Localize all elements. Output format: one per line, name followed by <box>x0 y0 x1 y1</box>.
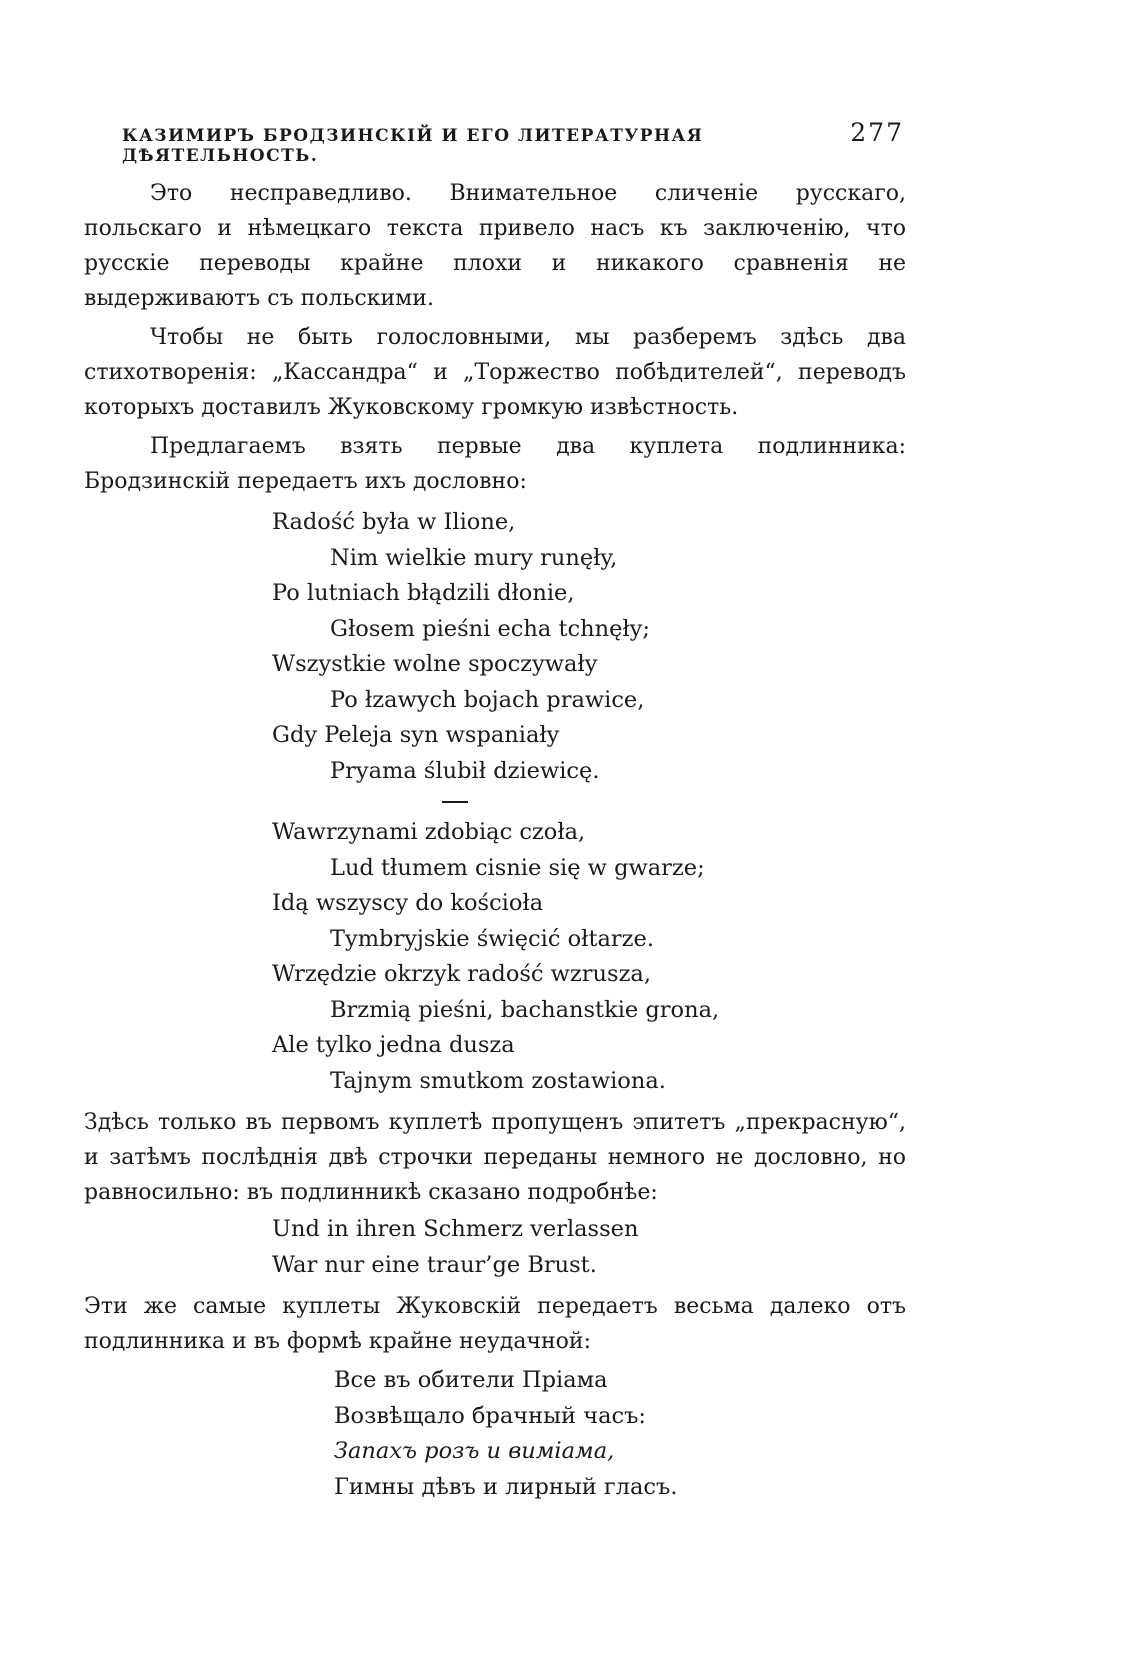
polish-verse-stanza-1 <box>272 505 906 789</box>
paragraph-poems: Чтобы не быть голословными, мы разберемъ здѣсь два стихотворенія: „Кассандра“ и „Торжество побѣдителей“, переводъ которыхъ доставилъ Жуковскому громкую извѣстность. <box>84 325 906 420</box>
paragraph-zhukovsky: Эти же самые куплеты Жуковскій передаетъ весьма далеко отъ подлинника и въ формѣ крайне неудачной: <box>84 1294 906 1354</box>
verse-line: Po łzawych bojach prawice, <box>330 686 645 713</box>
paragraph-injustice: Это несправедливо. Внимательное сличеніе русскаго, польскаго и нѣмецкаго текста привело насъ къ заключенію, что русскіе переводы крайне плохи и никакого сравненія не выдерживаютъ съ польскими. <box>84 181 906 311</box>
verse-line: Lud tłumem cisnie się w gwarze; <box>330 854 705 881</box>
verse-line: Возвѣщало брачный часъ: <box>334 1402 646 1429</box>
verse-line: Gdy Peleja syn wspaniały <box>272 722 560 748</box>
verse-line: Tymbryjskie święcić ołtarze. <box>330 925 654 952</box>
verse-line: Гимны дѣвъ и лирный гласъ. <box>334 1473 678 1500</box>
verse-line: Nim wielkie mury runęły, <box>330 544 618 571</box>
paragraph-epithet: Здѣсь только въ первомъ куплетѣ пропущенъ эпитетъ „прекрасную“, и затѣмъ послѣднія двѣ строчки переданы немного не дословно, но равносильно: въ подлинникѣ сказано подробнѣе: <box>84 1110 906 1205</box>
paragraph-couplets: Предлагаемъ взять первые два куплета подлинника: Бродзинскій передаетъ ихъ дословно: <box>84 434 906 494</box>
verse-line: Radość była w Ilione, <box>272 509 516 535</box>
verse-line: Idą wszyscy do kościoła <box>272 890 544 916</box>
stanza-separator <box>442 801 468 803</box>
verse-line: Все въ обители Пріама <box>334 1367 608 1393</box>
verse-line: Ale tylko jedna dusza <box>272 1032 515 1058</box>
verse-line: Tajnym smutkom zostawiona. <box>330 1067 666 1094</box>
running-title: КАЗИМИРЪ БРОДЗИНСКІЙ И ЕГО ЛИТЕРАТУРНАЯ ДѢЯТЕЛЬНОСТЬ. <box>122 126 704 166</box>
verse-line: Pryama ślubił dziewicę. <box>330 757 600 784</box>
page-number: 277 <box>850 118 904 147</box>
german-verse <box>272 1212 906 1283</box>
polish-verse-stanza-2 <box>272 815 906 1099</box>
verse-line: Po lutniach błądzili dłonie, <box>272 580 575 606</box>
verse-line: Wrzędzie okrzyk radość wzrusza, <box>272 961 651 987</box>
verse-line-italic: Запахъ розъ и виміама, <box>334 1438 615 1464</box>
page-header <box>122 118 904 166</box>
verse-line: Brzmią pieśni, bachanstkie grona, <box>330 996 720 1023</box>
verse-line: Wszystkie wolne spoczywały <box>272 651 598 677</box>
verse-line: Głosem pieśni echa tchnęły; <box>330 615 650 642</box>
verse-line: War nur eine traur’ge Brust. <box>272 1251 597 1278</box>
body-text <box>84 176 906 1505</box>
russian-verse <box>334 1363 906 1505</box>
verse-line: Wawrzynami zdobiąc czoła, <box>272 819 586 845</box>
verse-line: Und in ihren Schmerz verlassen <box>272 1216 639 1242</box>
